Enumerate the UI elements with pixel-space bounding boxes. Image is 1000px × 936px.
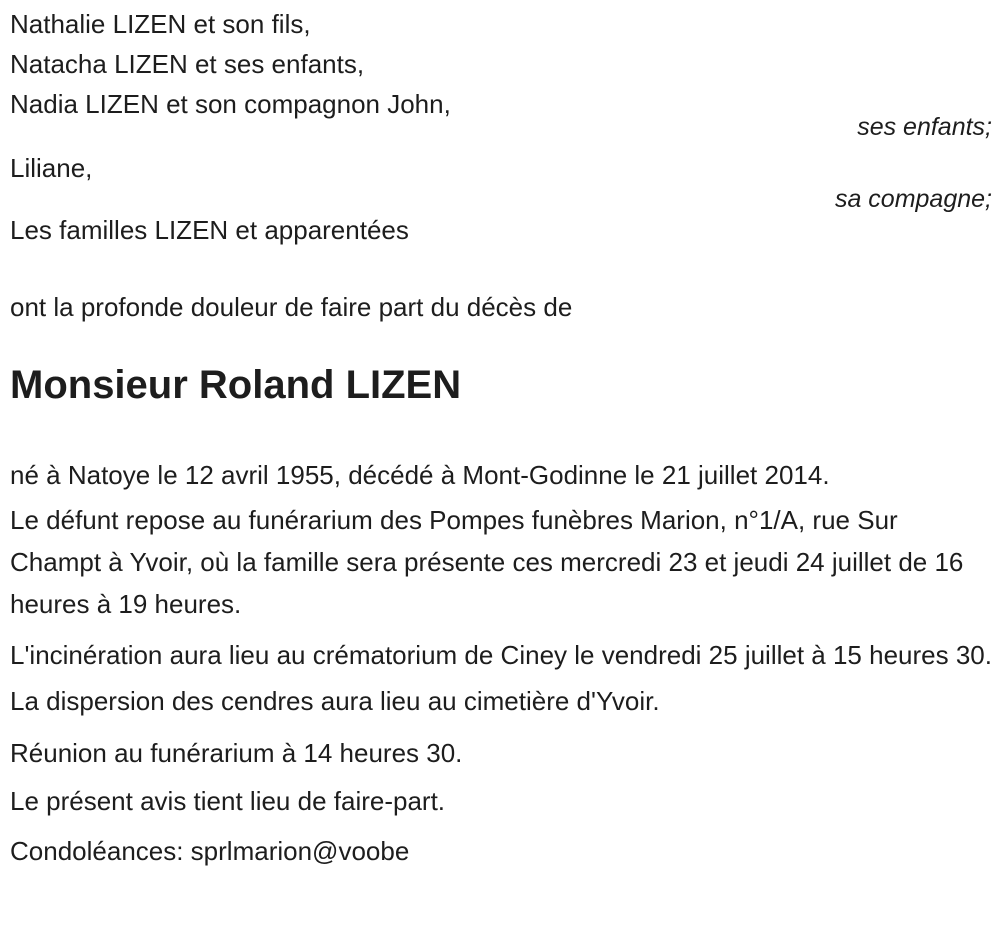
condolences-paragraph: Condoléances: sprlmarion@voobe: [10, 836, 410, 866]
deceased-name-title: Monsieur Roland LIZEN: [10, 363, 462, 407]
companion-name-line: Liliane,: [10, 153, 93, 183]
ashes-paragraph: La dispersion des cendres aura lieu au cimetière d'Yvoir.: [10, 686, 660, 716]
relation-children-label: ses enfants;: [857, 113, 992, 141]
funerarium-paragraph: Le défunt repose au funérarium des Pompes funèbres Marion, n°1/A, rue Sur Champt à Yvoir, où la famille sera présente ces mercredi 23 et jeudi 24 juillet de 16 heures à 19 heures.: [10, 505, 964, 619]
announcement-line: ont la profonde douleur de faire part du décès de: [10, 292, 573, 322]
relative-line: Nathalie LIZEN et son fils,: [10, 9, 311, 39]
cremation-paragraph: L'incinération aura lieu au crématorium de Ciney le vendredi 25 juillet à 15 heures 30.: [10, 640, 992, 670]
families-line: Les familles LIZEN et apparentées: [10, 215, 409, 245]
relative-line: Nadia LIZEN et son compagnon John,: [10, 89, 451, 119]
death-notice: [10, 4, 992, 872]
meeting-paragraph: Réunion au funérarium à 14 heures 30.: [10, 738, 463, 768]
birth-death-paragraph: né à Natoye le 12 avril 1955, décédé à Mont-Godinne le 21 juillet 2014.: [10, 460, 830, 490]
relatives-block: [10, 4, 992, 124]
notice-statement-paragraph: Le présent avis tient lieu de faire-part.: [10, 786, 446, 816]
relative-line: Natacha LIZEN et ses enfants,: [10, 49, 365, 79]
relation-companion-label: sa compagne;: [834, 185, 992, 213]
